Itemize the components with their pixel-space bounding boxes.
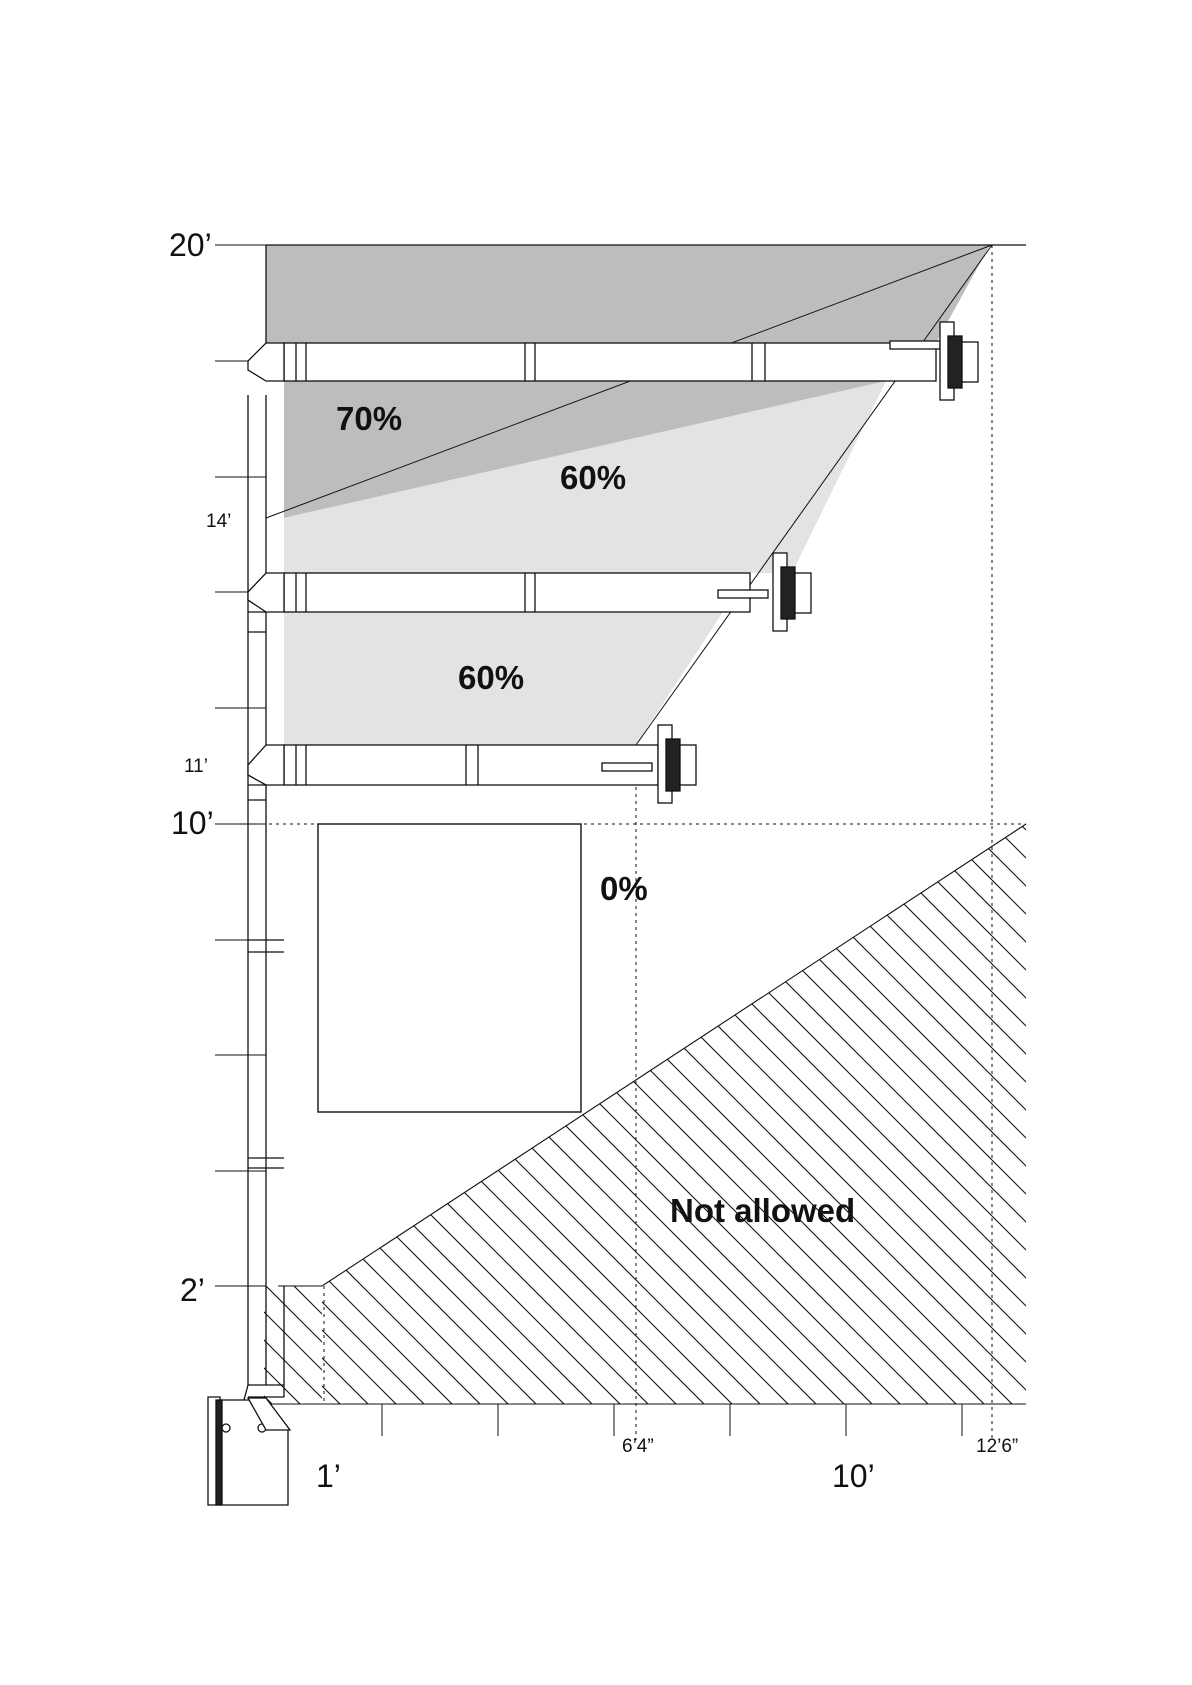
hatch-line <box>0 700 260 1420</box>
hatch-line <box>784 700 1192 1420</box>
hatch-line <box>0 700 300 1420</box>
obstacle-box <box>318 824 581 1112</box>
hatch-line <box>588 700 1192 1420</box>
label-6ft4in: 6’4” <box>622 1436 654 1457</box>
appliance-unit <box>208 1397 290 1505</box>
hatch-line <box>532 700 1192 1420</box>
label-14ft: 14’ <box>206 511 232 532</box>
hatch-line <box>952 700 1192 1420</box>
zone-label-not-allowed: Not allowed <box>670 1192 856 1229</box>
hatch-line <box>616 700 1192 1420</box>
hatch-line <box>644 700 1192 1420</box>
label-11ft: 11’ <box>184 756 208 777</box>
vertical-pipe <box>244 395 284 1400</box>
y-axis-ticks <box>215 361 266 1286</box>
shaded-zones <box>266 245 990 745</box>
hatch-line <box>1036 700 1192 1420</box>
label-1ft: 1’ <box>316 1458 341 1494</box>
label-2ft: 2’ <box>180 1272 205 1308</box>
hatch-line <box>0 700 288 1420</box>
zone-label-60-upper: 60% <box>560 459 627 496</box>
hatch-line <box>560 700 1192 1420</box>
label-10ft-x: 10’ <box>832 1458 875 1494</box>
hatch-line <box>728 700 1192 1420</box>
hatch-line <box>896 700 1192 1420</box>
hatch-line <box>672 700 1192 1420</box>
label-12ft6in: 12’6” <box>976 1436 1019 1457</box>
hatch-line <box>924 700 1192 1420</box>
hatch-line <box>1008 700 1192 1420</box>
hatch-line <box>980 700 1192 1420</box>
hatch-line <box>0 700 316 1420</box>
hatch-line <box>0 700 328 1420</box>
zone-label-0: 0% <box>600 870 648 907</box>
label-10ft: 10’ <box>171 805 214 841</box>
zone-label-60-middle: 60% <box>458 659 525 696</box>
hatch-line <box>868 700 1192 1420</box>
zone-top-dark <box>266 245 990 343</box>
zone-label-70: 70% <box>336 400 403 437</box>
hatch-line <box>840 700 1192 1420</box>
label-20ft: 20’ <box>169 227 212 263</box>
hatch-line <box>504 700 1192 1420</box>
hatch-line <box>700 700 1192 1420</box>
hatch-line <box>756 700 1192 1420</box>
hatch-line <box>812 700 1192 1420</box>
x-axis-ticks <box>382 1404 962 1436</box>
